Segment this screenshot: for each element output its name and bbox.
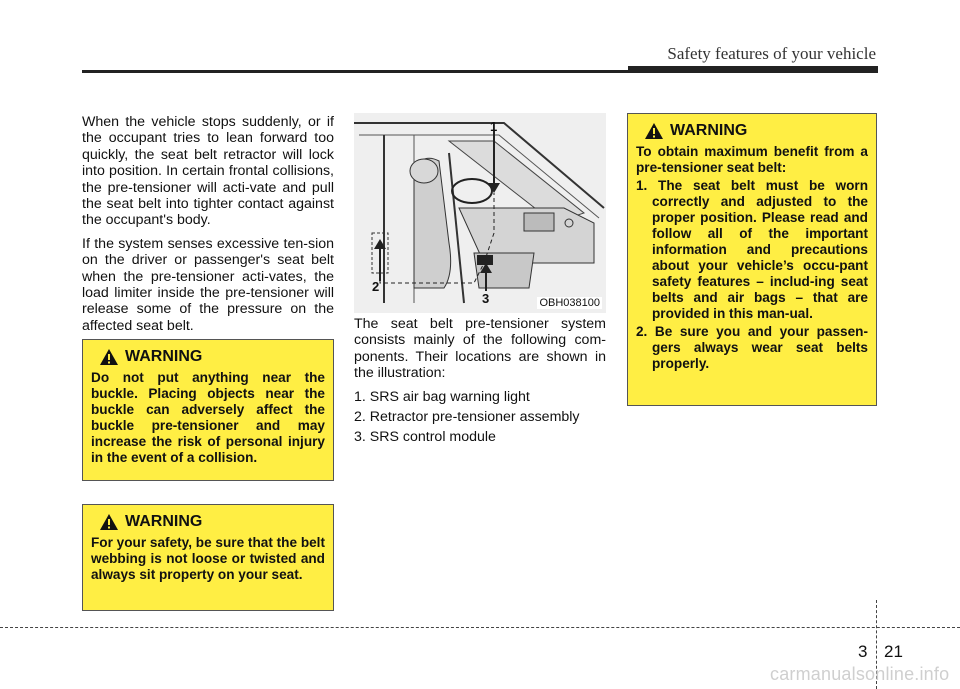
chapter-number: 3	[858, 642, 868, 661]
warning-title: WARNING	[125, 513, 203, 530]
warning-body	[636, 144, 868, 372]
left-column-text	[82, 114, 334, 341]
warning-header	[91, 348, 325, 366]
page-number: 21	[884, 642, 903, 661]
warning-box-pretensioner	[627, 113, 877, 406]
components-intro: The seat belt pre-tensioner system consists mainly of the following com-ponents. Their locations are shown in the illustration:	[354, 316, 606, 382]
warning-header	[91, 513, 325, 531]
middle-column-text	[354, 316, 606, 450]
illustration-code: OBH038100	[539, 297, 600, 309]
callout-2: 2	[372, 279, 380, 294]
warning-body: For your safety, be sure that the belt webbing is not loose or twisted and always sit property on your seat.	[91, 535, 325, 582]
list-item: 3. SRS control module	[354, 429, 496, 446]
vehicle-interior-drawing	[354, 113, 606, 313]
components-list	[354, 389, 606, 446]
warning-item-1: 1. The seat belt must be worn correctly and adjusted to the proper position. Please read and follow all of the important information and precautions about your vehicle’s occu-pant safety features – includ-ing seat belts and air bags – that are provided in this man-ual.	[636, 178, 868, 321]
callout-3: 3	[482, 291, 490, 306]
warning-title: WARNING	[670, 122, 748, 139]
warning-title: WARNING	[125, 348, 203, 365]
warning-triangle-icon	[99, 348, 119, 366]
paragraph-2: If the system senses excessive ten-sion on the driver or passenger's seat belt when the pre-tensioner acti-vates, the load limiter inside the pre-tensioner will release some of the pressure on the affected seat belt.	[82, 235, 334, 334]
callout-1: 1	[490, 119, 498, 134]
warning-item-2: 2. Be sure you and your passen-gers always wear seat belts properly.	[636, 324, 868, 371]
warning-triangle-icon	[99, 513, 119, 531]
header-rule-accent	[628, 66, 878, 72]
warning-body: Do not put anything near the buckle. Placing objects near the buckle can adversely affect the buckle pre-tensioner and may increase the risk of personal injury in the event of a collision.	[91, 370, 325, 465]
paragraph-1: When the vehicle stops suddenly, or if the occupant tries to lean forward too quickly, the seat belt retractor will lock into position. In certain frontal collisions, the pre-tensioner will acti-vate and pull the seat belt into tighter contact against the occupant's body.	[82, 114, 334, 229]
warning-intro: To obtain maximum benefit from a pre-tensioner seat belt:	[636, 144, 868, 175]
list-item: 1. SRS air bag warning light	[354, 388, 530, 405]
warning-triangle-icon	[644, 122, 664, 140]
header-title: Safety features of your vehicle	[667, 44, 876, 63]
warning-box-buckle	[82, 339, 334, 481]
footer-rule	[0, 627, 960, 628]
warning-box-webbing	[82, 504, 334, 611]
list-item: 2. Retractor pre-tensioner assembly	[354, 409, 580, 426]
watermark: carmanualsonline.info	[770, 664, 950, 684]
pretensioner-illustration	[354, 113, 606, 313]
warning-header	[636, 122, 868, 140]
